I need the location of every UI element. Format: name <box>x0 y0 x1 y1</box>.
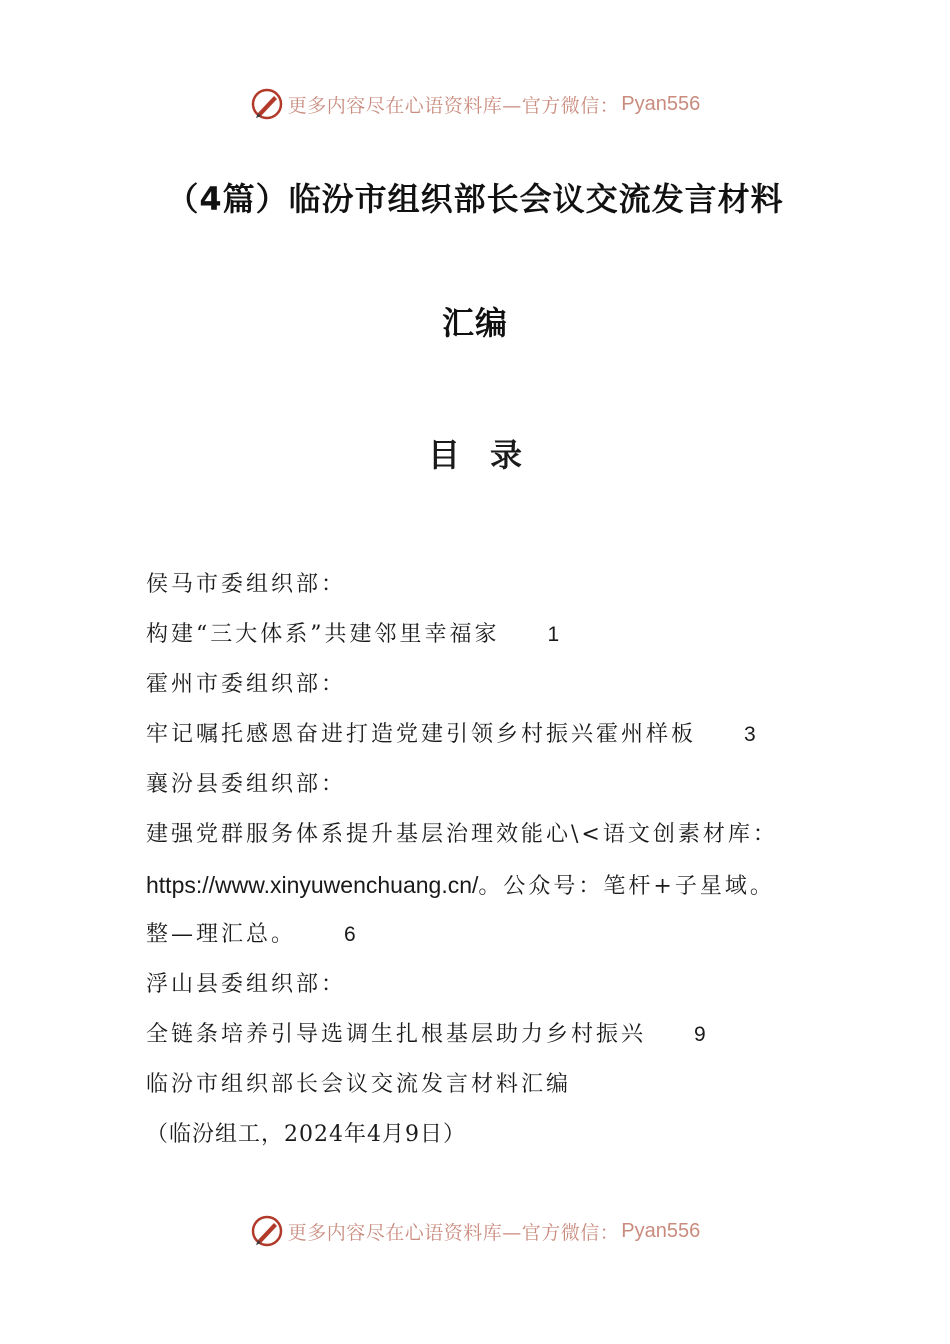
toc-page-number: 9 <box>694 1023 706 1046</box>
toc-org: 霍州市委组织部： <box>146 672 347 697</box>
watermark-wechat-id: Pyan556 <box>621 1219 701 1242</box>
toc-entry-title: 全链条培养引导选调生扎根基层助力乡村振兴 <box>146 1022 647 1047</box>
toc-url-link[interactable]: https://www.xinyuwenchuang.cn/ <box>146 872 479 898</box>
document-title-line1: （4篇）临汾市组织部长会议交流发言材料 <box>166 180 784 218</box>
pen-logo-icon <box>250 87 284 121</box>
toc-entry <box>146 610 826 660</box>
toc-entry <box>146 860 826 910</box>
toc-footer-title: 临汾市组织部长会议交流发言材料汇编 <box>146 1072 572 1097</box>
watermark-wechat-id: Pyan556 <box>621 92 701 115</box>
watermark-text: 更多内容尽在心语资料库—官方微信： <box>287 94 620 117</box>
watermark-banner-bottom <box>0 1211 950 1251</box>
document-title-line2: 汇编 <box>441 304 508 342</box>
toc-entry-title: 建强党群服务体系提升基层治理效能心\<语文创素材库： <box>146 822 778 847</box>
toc-entry <box>146 1010 826 1060</box>
toc-entry <box>146 910 826 960</box>
toc-org: 浮山县委组织部： <box>146 972 347 997</box>
toc-entry <box>146 710 826 760</box>
toc-entry-title: 牢记嘱托感恩奋进打造党建引领乡村振兴霍州样板 <box>146 722 697 747</box>
toc-entry-title: 构建“三大体系”共建邻里幸福家 <box>146 622 500 647</box>
watermark-banner-top <box>0 84 950 124</box>
toc-page-number: 6 <box>344 923 356 946</box>
toc-page-number: 3 <box>744 723 756 746</box>
toc-page-number: 1 <box>547 623 560 646</box>
table-of-contents <box>146 560 826 1160</box>
pen-logo-icon <box>250 1214 284 1248</box>
toc-entry-title: 整—理汇总。 <box>146 922 297 947</box>
toc-heading: 目录 <box>427 436 552 474</box>
watermark-text: 更多内容尽在心语资料库—官方微信： <box>287 1221 620 1244</box>
toc-entry-title: 。公众号：笔杆+子星域。 <box>478 874 775 899</box>
toc-org: 襄汾县委组织部： <box>146 772 347 797</box>
toc-footer-note: （临汾组工，2024年4月9日） <box>146 1122 466 1147</box>
toc-org: 侯马市委组织部： <box>146 572 347 597</box>
